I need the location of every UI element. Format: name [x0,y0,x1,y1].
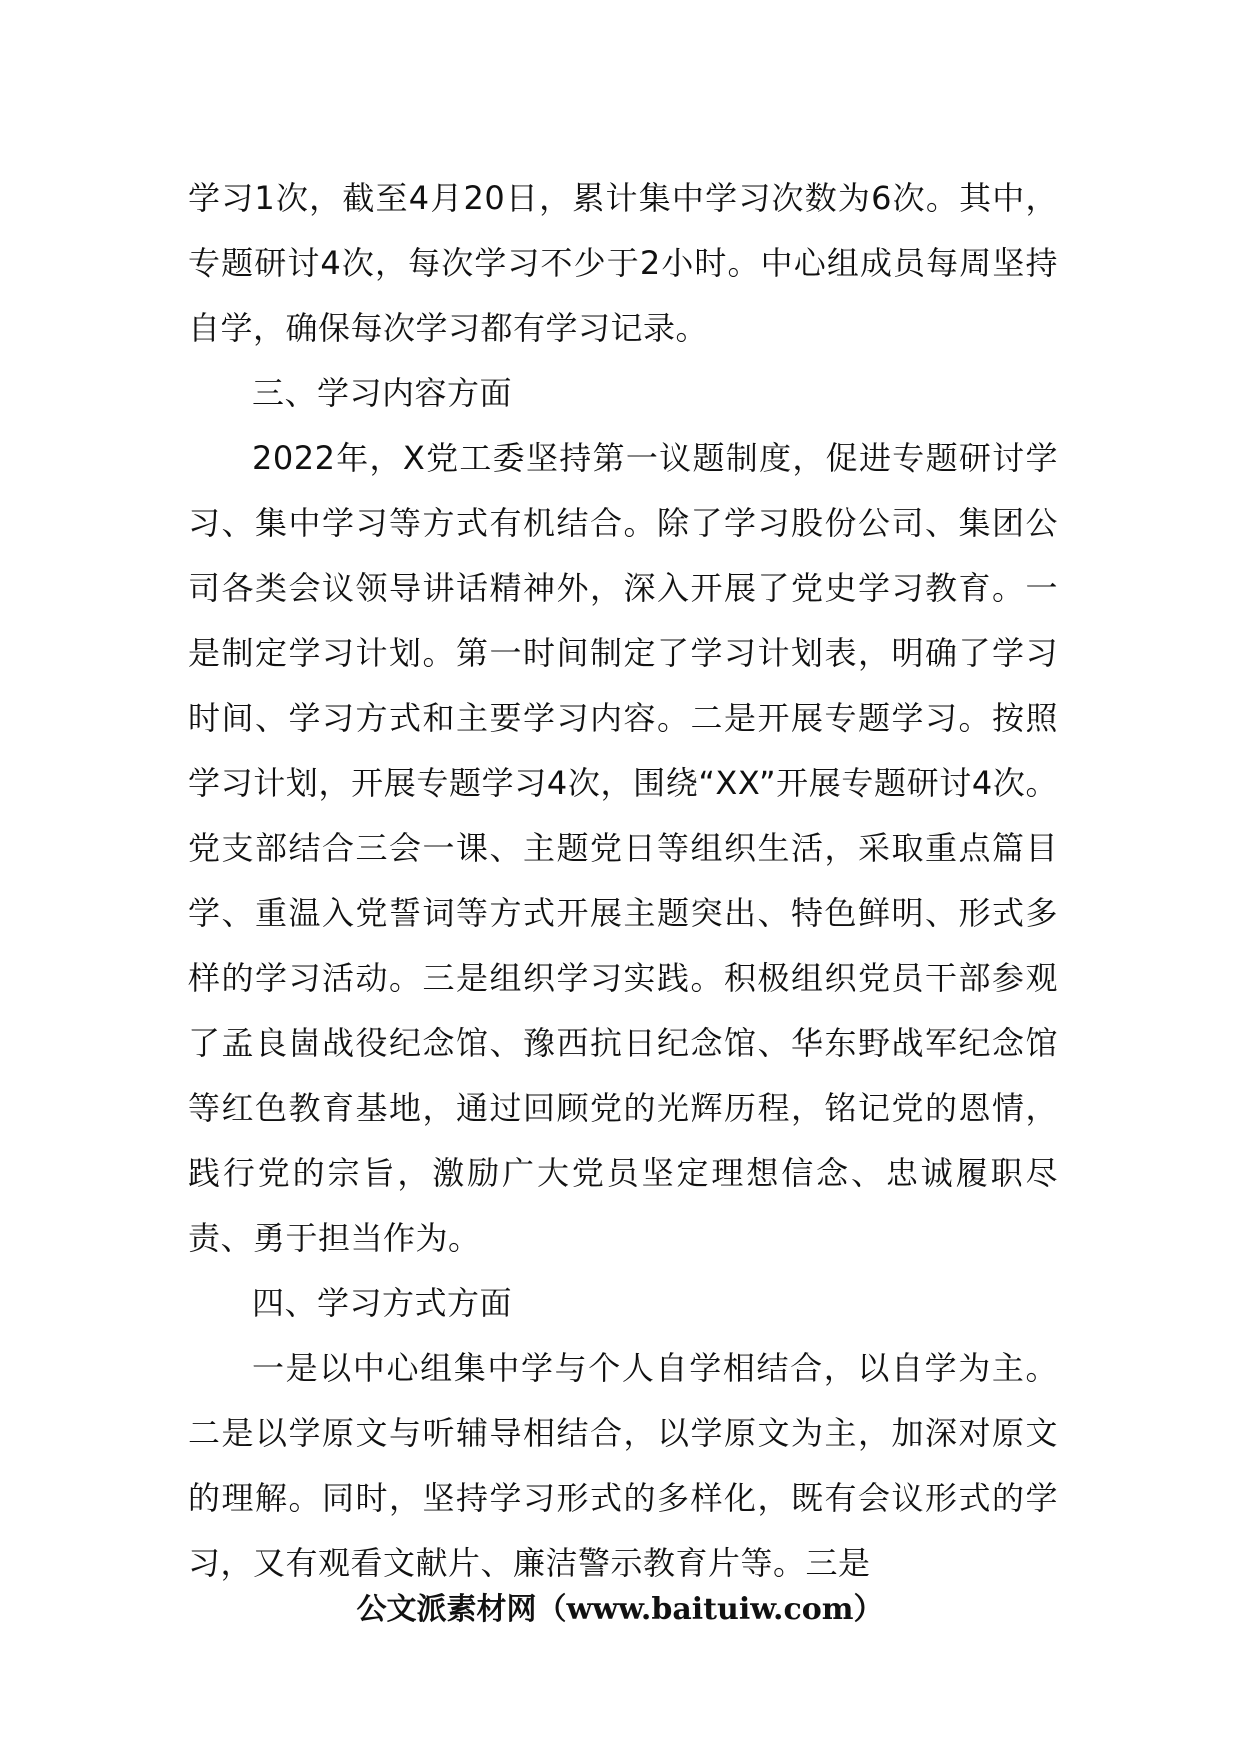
paragraph-study-content: 2022年，X党工委坚持第一议题制度，促进专题研讨学习、集中学习等方式有机结合。除了学习股份公司、集团公司各类会议领导讲话精神外，深入开展了党史学习教育。一是制定学习计划。第一时间制定了学习计划表，明确了学习时间、学习方式和主要学习内容。二是开展专题学习。按照学习计划，开展专题学习4次，围绕“XX”开展专题研讨4次。党支部结合三会一课、主题党日等组织生活，采取重点篇目学、重温入党誓词等方式开展主题突出、特色鲜明、形式多样的学习活动。三是组织学习实践。积极组织党员干部参观了孟良崮战役纪念馆、豫西抗日纪念馆、华东野战军纪念馆等红色教育基地，通过回顾党的光辉历程，铭记党的恩情，践行党的宗旨，激励广大党员坚定理想信念、忠诚履职尽责、勇于担当作为。 [188,439,1058,1257]
section-heading-study-content: 三、学习内容方面 [252,374,513,412]
footer-watermark: 公文派素材网（www.baituiw.com） [356,1592,884,1627]
section-heading-study-method: 四、学习方式方面 [252,1284,513,1322]
paragraph-study-method: 一是以中心组集中学与个人自学相结合，以自学为主。二是以学原文与听辅导相结合，以学原文为主，加深对原文的理解。同时，坚持学习形式的多样化，既有会议形式的学习，又有观看文献片、廉洁警示教育片等。三是 [188,1349,1058,1582]
paragraph-study-count: 学习1次，截至4月20日，累计集中学习次数为6次。其中，专题研讨4次，每次学习不少于2小时。中心组成员每周坚持自学，确保每次学习都有学习记录。 [188,179,1058,347]
document-body [188,166,1058,1596]
